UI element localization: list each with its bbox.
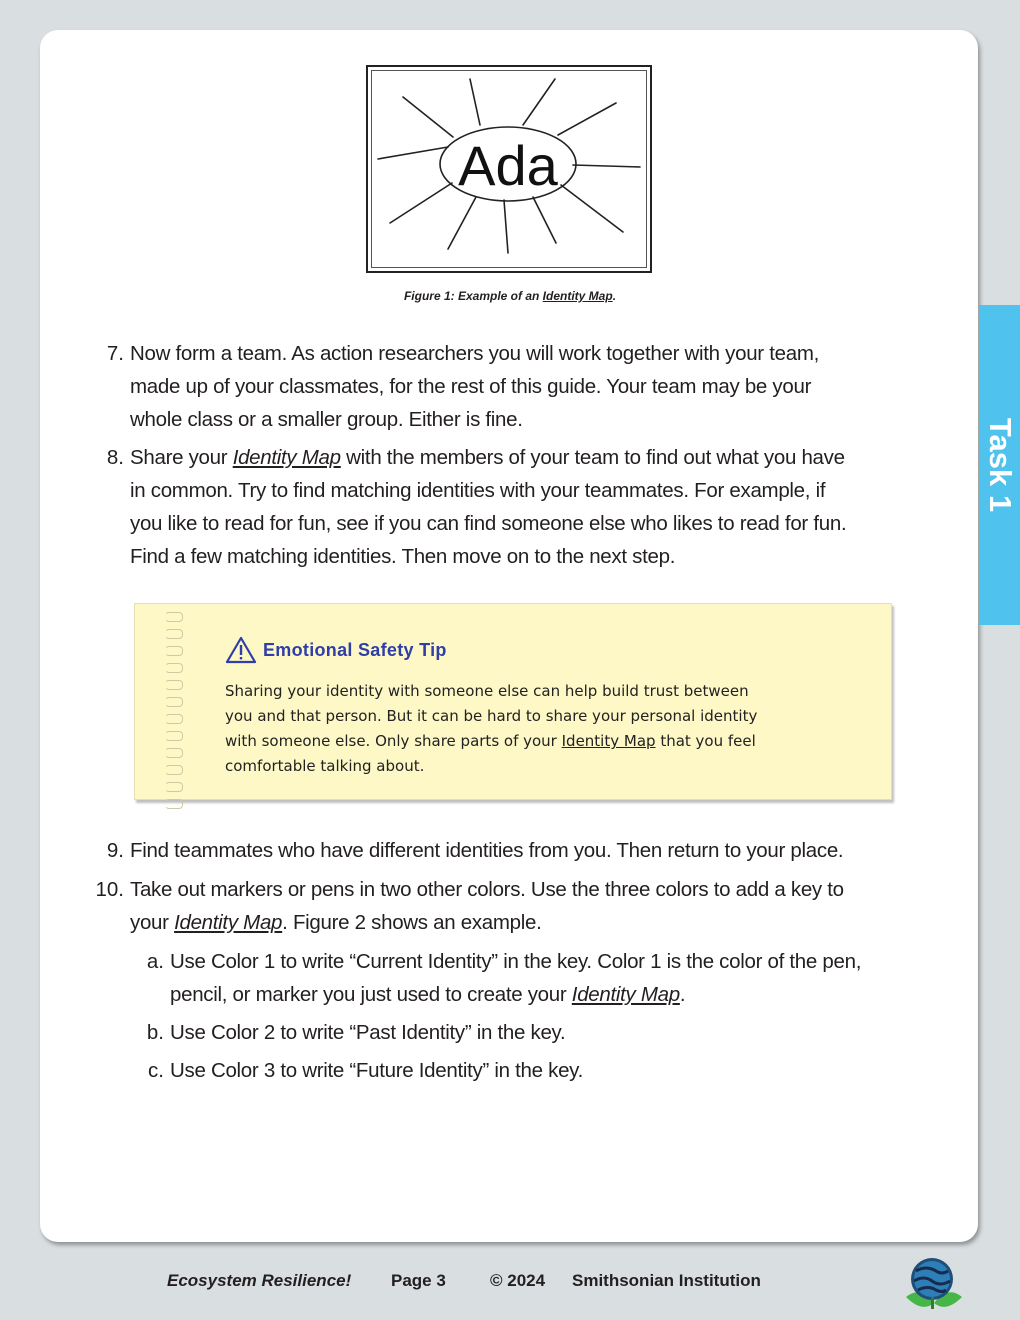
footer-page: Page 3 — [391, 1271, 446, 1290]
notebook-spiral-holes — [165, 612, 185, 790]
step-7-line: made up of your classmates, for the rest of this guide. Your team may be your — [130, 375, 812, 398]
step-a-line: Use Color 1 to write “Current Identity” in the key. Color 1 is the color of the pen, — [170, 950, 862, 973]
step-10-text: your — [130, 911, 175, 934]
step-8-number: 8. — [106, 446, 124, 469]
step-a-letter: a. — [146, 950, 164, 973]
tip-text: with someone else. Only share parts of your — [225, 732, 562, 750]
tip-line: comfortable talking about. — [225, 757, 425, 775]
tip-body — [225, 679, 865, 779]
footer-copyright: © 2024 — [490, 1271, 546, 1290]
step-8-line: Find a few matching identities. Then move on to the next step. — [130, 545, 676, 568]
step-8-text: Share your — [130, 446, 233, 469]
task-tab[interactable] — [979, 305, 1020, 625]
step-8-line: in common. Try to find matching identities with your teammates. For example, if — [130, 479, 826, 502]
warning-icon — [225, 636, 257, 664]
identity-map-link[interactable]: Identity Map — [174, 911, 283, 934]
caption-link[interactable]: Identity Map — [542, 289, 613, 303]
step-a-text: pencil, or marker you just used to create your — [170, 983, 572, 1006]
step-9: Find teammates who have different identities from you. Then return to your place. — [130, 839, 844, 862]
step-10-number: 10. — [95, 878, 124, 901]
step-8-line: you like to read for fun, see if you can find someone else who likes to read for fun. — [130, 512, 847, 535]
task-tab-label: Task 1 — [982, 417, 1018, 513]
tip-line: Sharing your identity with someone else can help build trust between — [225, 682, 749, 700]
step-10 — [130, 873, 930, 939]
step-a-line — [170, 978, 940, 1011]
step-a — [170, 945, 940, 1011]
tip-line — [225, 729, 865, 754]
step-7-line: Now form a team. As action researchers you will work together with your team, — [130, 342, 819, 365]
identity-map-link[interactable]: Identity Map — [571, 983, 680, 1006]
emotional-safety-tip-note — [134, 603, 892, 800]
ecosystem-logo-icon — [902, 1257, 966, 1315]
identity-map-drawing — [368, 67, 650, 271]
identity-map-name: Ada — [458, 134, 558, 197]
step-10-line: Take out markers or pens in two other colors. Use the three colors to add a key to — [130, 878, 844, 901]
step-10-line — [130, 906, 930, 939]
step-7 — [130, 337, 930, 436]
footer-title: Ecosystem Resilience! — [167, 1271, 352, 1290]
step-7-line: whole class or a smaller group. Either is fine. — [130, 408, 523, 431]
tip-text: that you feel — [655, 732, 756, 750]
step-7-number: 7. — [106, 342, 124, 365]
step-b: Use Color 2 to write “Past Identity” in the key. — [170, 1021, 566, 1044]
step-b-letter: b. — [146, 1021, 164, 1044]
identity-map-link[interactable]: Identity Map — [232, 446, 341, 469]
step-c-letter: c. — [148, 1059, 164, 1082]
figure-caption — [0, 289, 1020, 303]
tip-line: you and that person. But it can be hard to share your personal identity — [225, 707, 758, 725]
tip-title: Emotional Safety Tip — [263, 640, 447, 660]
caption-prefix: Figure 1: Example of an — [403, 289, 543, 303]
step-a-text: . — [679, 983, 686, 1006]
step-8-line — [130, 441, 930, 474]
step-10-text: . Figure 2 shows an example. — [282, 911, 542, 934]
step-c: Use Color 3 to write “Future Identity” in the key. — [170, 1059, 584, 1082]
step-8 — [130, 441, 930, 573]
step-8-text: with the members of your team to find out what you have — [340, 446, 845, 469]
footer-org: Smithsonian Institution — [572, 1271, 761, 1290]
step-9-number: 9. — [106, 839, 124, 862]
identity-map-figure — [366, 65, 652, 273]
tip-identity-map-link[interactable]: Identity Map — [561, 732, 656, 750]
caption-suffix: . — [612, 289, 617, 303]
